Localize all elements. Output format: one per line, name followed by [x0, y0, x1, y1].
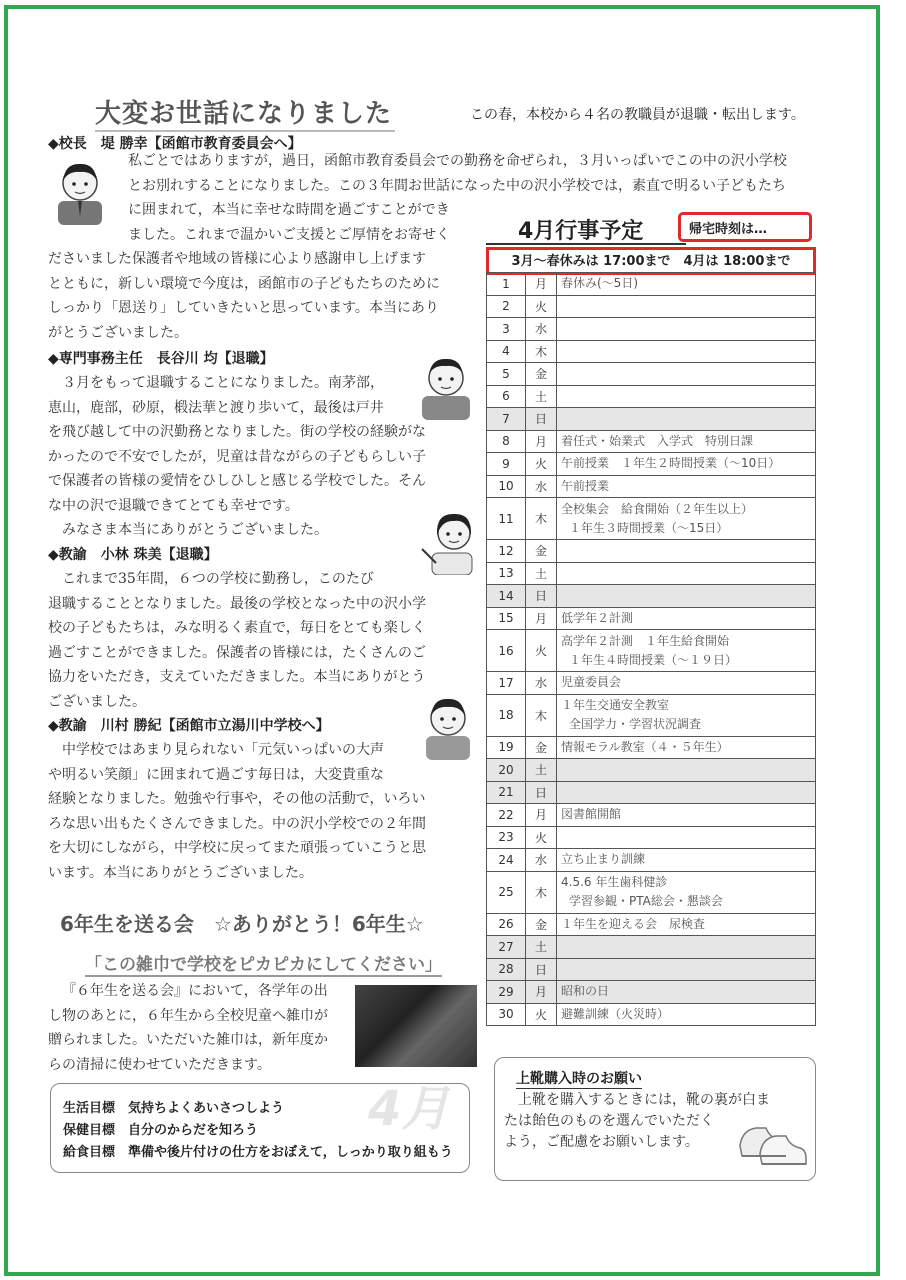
schedule-row — [487, 849, 816, 872]
schedule-date: 11 — [487, 498, 526, 540]
text-line: 中学校ではあまり見られない「元気いっぱいの大声 — [62, 742, 384, 758]
schedule-events — [557, 295, 816, 318]
schedule-date: 25 — [487, 871, 526, 913]
schedule-weekday: 木 — [526, 498, 557, 540]
schedule-row — [487, 540, 816, 563]
schedule-row — [487, 385, 816, 408]
schedule-date: 12 — [487, 540, 526, 563]
text-line: らの清掃に使わせていただきます。 — [48, 1056, 271, 1073]
schedule-events — [557, 340, 816, 363]
text-line: 私ごとではありますが，過日，函館市教育委員会での勤務を命ぜられ，３月いっぱいでこの中の沢小学校 — [128, 153, 787, 169]
text-line: な中の沢で退職できてとても幸せです。 — [48, 497, 299, 514]
text-line: 協力をいただき，支えていただきました。本当にありがとう — [48, 669, 426, 685]
schedule-events — [557, 781, 816, 804]
schedule-events — [557, 913, 816, 936]
schedule-row — [487, 958, 816, 981]
schedule-events — [557, 318, 816, 341]
schedule-event: 避難訓練（火災時） — [561, 1006, 670, 1021]
schedule-date: 26 — [487, 913, 526, 936]
send-off-subtitle: 「この雑巾で学校をピカピカにしてください」 — [85, 950, 442, 977]
schedule-weekday: 木 — [526, 694, 557, 736]
schedule-date: 8 — [487, 430, 526, 453]
monthly-goals — [50, 1083, 470, 1173]
schedule-weekday: 日 — [526, 958, 557, 981]
schedule-weekday: 水 — [526, 672, 557, 695]
schedule-events — [557, 849, 816, 872]
schedule-weekday: 月 — [526, 273, 557, 296]
text-line: 『６年生を送る会』において，各学年の出 — [62, 983, 328, 999]
text-line: みなさま本当にありがとうございました。 — [62, 522, 328, 538]
schedule-weekday: 月 — [526, 981, 557, 1004]
text-line: 経験となりました。勉強や行事や，その他の活動で，いろい — [48, 791, 426, 807]
text-line: たは飴色のものを選んでいただく — [504, 1113, 714, 1129]
schedule-date: 22 — [487, 804, 526, 827]
schedule-event: １年生交通安全教室 — [561, 698, 670, 712]
shoes-icon — [736, 1116, 812, 1168]
schedule-weekday: 金 — [526, 913, 557, 936]
schedule-weekday: 日 — [526, 585, 557, 608]
schedule-weekday: 金 — [526, 540, 557, 563]
health-goal: 保健目標 自分のからだを知ろう — [63, 1123, 259, 1138]
schedule-event: １年生３時間授業（～15日） — [569, 520, 729, 535]
schedule-row — [487, 936, 816, 959]
schedule-date: 21 — [487, 781, 526, 804]
schedule-events — [557, 475, 816, 498]
schedule-row — [487, 759, 816, 782]
schedule-date: 18 — [487, 694, 526, 736]
text-line: し物のあとに，６年生から全校児童へ雑巾が — [48, 1007, 328, 1024]
schedule-weekday: 土 — [526, 562, 557, 585]
schedule-date: 20 — [487, 759, 526, 782]
schedule-weekday: 金 — [526, 363, 557, 386]
schedule-event: 学習参観・PTA総会・懇談会 — [569, 894, 723, 908]
text-line: とお別れすることになりました。この３年間お世話になった中の沢小学校では，素直で明るい子どもたち — [128, 177, 786, 194]
schedule-events — [557, 736, 816, 759]
month-watermark: 4月 — [368, 1081, 450, 1137]
schedule-row — [487, 273, 816, 296]
schedule-date: 16 — [487, 630, 526, 672]
schedule-events — [557, 804, 816, 827]
schedule-row — [487, 630, 816, 672]
farewell-title: 大変お世話になりました — [95, 93, 395, 132]
schedule-weekday: 土 — [526, 936, 557, 959]
schedule-row — [487, 408, 816, 431]
schedule-events — [557, 958, 816, 981]
schedule-event: 4.5.6 年生歯科健診 — [561, 875, 668, 889]
text-line: しっかり「恩送り」していきたいと思っています。本当にあり — [48, 300, 439, 316]
schedule-events — [557, 585, 816, 608]
schedule-row — [487, 475, 816, 498]
schedule-row — [487, 340, 816, 363]
schedule-weekday: 日 — [526, 408, 557, 431]
schedule-event: 児童委員会 — [561, 675, 622, 690]
schedule-event: 春休み(～5日) — [561, 276, 638, 291]
schedule-event: 立ち止まり訓練 — [561, 852, 646, 867]
schedule-date: 7 — [487, 408, 526, 431]
schedule-date: 15 — [487, 607, 526, 630]
schedule-row — [487, 295, 816, 318]
schedule-event: 全国学力・学習状況調査 — [569, 717, 702, 731]
return-time-values: 3月～春休みは 17:00まで 4月は 18:00まで — [486, 247, 816, 275]
schedule-weekday: 月 — [526, 804, 557, 827]
schedule-table — [486, 272, 816, 1026]
schedule-events — [557, 498, 816, 540]
text-line: ３月をもって退職することになりました。南茅部， — [62, 375, 384, 391]
text-line: 贈られました。いただいた雑巾は，新年度か — [48, 1032, 328, 1048]
schedule-weekday: 土 — [526, 385, 557, 408]
text-line: 退職することとなりました。最後の学校となった中の沢小学 — [48, 595, 426, 612]
schedule-date: 9 — [487, 453, 526, 476]
schedule-events — [557, 273, 816, 296]
schedule-row — [487, 453, 816, 476]
schedule-event: 昭和の日 — [561, 984, 610, 999]
schedule-events — [557, 672, 816, 695]
schedule-events — [557, 430, 816, 453]
text-line: で保護者の皆様の愛情をひしひしと感じる学校でした。そん — [48, 473, 426, 489]
text-line: ました。これまで温かいご支援とご厚情をお寄せく — [128, 226, 450, 243]
text-line: 校の子どもたちは，みな明るく素直で，毎日をとても楽しく — [48, 620, 426, 636]
schedule-title-underline — [486, 243, 686, 245]
schedule-row — [487, 694, 816, 736]
schedule-events — [557, 408, 816, 431]
schedule-row — [487, 981, 816, 1004]
schedule-events — [557, 981, 816, 1004]
schedule-events — [557, 759, 816, 782]
text-line: ださいました保護者や地域の皆様に心より感謝申し上げます — [48, 251, 426, 267]
schedule-weekday: 金 — [526, 736, 557, 759]
text-line: ろな思い出もたくさんできました。中の沢小学校での２年間 — [48, 815, 426, 832]
schedule-events — [557, 562, 816, 585]
kobayashi-illustration — [420, 505, 484, 575]
schedule-row — [487, 430, 816, 453]
schedule-events — [557, 630, 816, 672]
schedule-events — [557, 936, 816, 959]
text-line: 恵山，鹿部，砂原，椴法華と渡り歩いて，最後は戸井 — [48, 399, 384, 416]
shoes-notice-title: 上靴購入時のお願い — [516, 1068, 642, 1089]
schedule-date: 5 — [487, 363, 526, 386]
staff-heading-kobayashi: ◆教諭 小林 珠美【退職】 — [48, 547, 218, 563]
schedule-weekday: 火 — [526, 630, 557, 672]
schedule-events — [557, 826, 816, 849]
schedule-date: 14 — [487, 585, 526, 608]
schedule-events — [557, 385, 816, 408]
hasegawa-message — [48, 371, 426, 543]
schedule-date: 10 — [487, 475, 526, 498]
schedule-row — [487, 781, 816, 804]
schedule-weekday: 月 — [526, 607, 557, 630]
schedule-row — [487, 871, 816, 913]
schedule-events — [557, 540, 816, 563]
schedule-date: 1 — [487, 273, 526, 296]
schedule-date: 4 — [487, 340, 526, 363]
kobayashi-message — [48, 567, 426, 714]
schedule-date: 23 — [487, 826, 526, 849]
schedule-row — [487, 672, 816, 695]
schedule-date: 6 — [487, 385, 526, 408]
schedule-weekday: 火 — [526, 1003, 557, 1026]
principal-message-bottom — [48, 247, 440, 345]
schedule-row — [487, 607, 816, 630]
schedule-events — [557, 363, 816, 386]
schedule-date: 29 — [487, 981, 526, 1004]
schedule-date: 30 — [487, 1003, 526, 1026]
schedule-date: 19 — [487, 736, 526, 759]
send-off-title: 6年生を送る会 ☆ありがとう！6年生☆ — [60, 912, 424, 936]
life-goal: 生活目標 気持ちよくあいさつしよう — [63, 1101, 285, 1116]
schedule-event: 午前授業 — [561, 478, 610, 493]
schedule-event: 高学年２計測 １年生給食開始 — [561, 633, 730, 648]
staff-heading-kawamura: ◆教諭 川村 勝紀【函館市立湯川中学校へ】 — [48, 718, 330, 734]
shoes-notice-text — [504, 1090, 770, 1153]
schedule-weekday: 木 — [526, 340, 557, 363]
schedule-events — [557, 871, 816, 913]
schedule-weekday: 木 — [526, 871, 557, 913]
schedule-events — [557, 694, 816, 736]
text-line: がとうございました。 — [48, 324, 188, 341]
kawamura-message — [48, 738, 426, 885]
principal-illustration — [48, 155, 112, 225]
schedule-date: 17 — [487, 672, 526, 695]
text-line: ございました。 — [48, 693, 146, 710]
schedule-date: 28 — [487, 958, 526, 981]
schedule-row — [487, 498, 816, 540]
text-line: これまで35年間，６つの学校に勤務し，このたび — [62, 571, 374, 587]
schedule-weekday: 火 — [526, 453, 557, 476]
schedule-weekday: 火 — [526, 826, 557, 849]
schedule-event: １年生４時間授業（～１９日） — [569, 652, 738, 667]
staff-heading-hasegawa: ◆専門事務主任 長谷川 均【退職】 — [48, 351, 274, 367]
schedule-row — [487, 913, 816, 936]
schedule-row — [487, 562, 816, 585]
schedule-date: 2 — [487, 295, 526, 318]
schedule-row — [487, 826, 816, 849]
schedule-row — [487, 736, 816, 759]
return-time-label: 帰宅時刻は… — [678, 212, 812, 242]
text-line: とともに，新しい環境で今度は，函館市の子どもたちのために — [48, 275, 440, 292]
schedule-events — [557, 607, 816, 630]
text-line: います。本当にありがとうございました。 — [48, 864, 313, 881]
schedule-weekday: 水 — [526, 318, 557, 341]
schedule-date: 3 — [487, 318, 526, 341]
schedule-events — [557, 1003, 816, 1026]
schedule-weekday: 水 — [526, 849, 557, 872]
schedule-date: 13 — [487, 562, 526, 585]
schedule-row — [487, 585, 816, 608]
schedule-date: 27 — [487, 936, 526, 959]
schedule-event: 着任式・始業式 入学式 特別日課 — [561, 433, 754, 448]
schedule-row — [487, 363, 816, 386]
schedule-weekday: 土 — [526, 759, 557, 782]
schedule-row — [487, 318, 816, 341]
schedule-event: 図書館開館 — [561, 807, 622, 822]
staff-heading-principal: ◆校長 堤 勝幸【函館市教育委員会へ】 — [48, 136, 302, 152]
text-line: 過ごすことができました。保護者の皆様には，たくさんのご — [48, 644, 426, 661]
schedule-title: 4月行事予定 — [518, 219, 644, 244]
schedule-weekday: 月 — [526, 430, 557, 453]
schedule-event: 全校集会 給食開始（２年生以上） — [561, 501, 754, 516]
schedule-row — [487, 1003, 816, 1026]
text-line: を大切にしながら，中学校に戻ってまた頑張っていこうと思 — [48, 840, 426, 856]
text-line: や明るい笑顔」に囲まれて過ごす毎日は，大変貴重な — [48, 766, 384, 783]
text-line: に囲まれて，本当に幸せな時間を過ごすことができ — [128, 202, 450, 218]
lunch-goal: 給食目標 準備や後片付けの仕方をおぼえて，しっかり取り組もう — [63, 1145, 453, 1160]
schedule-event: １年生を迎える会 尿検査 — [561, 916, 706, 931]
send-off-text — [48, 979, 328, 1077]
schedule-date: 24 — [487, 849, 526, 872]
text-line: 上靴を購入するときには，靴の裏が白ま — [518, 1092, 770, 1108]
towel-photo — [355, 985, 477, 1067]
farewell-intro: この春，本校から４名の教職員が退職・転出します。 — [470, 107, 805, 123]
schedule-event: 午前授業 １年生２時間授業（～10日） — [561, 456, 781, 471]
schedule-event: 低学年２計測 — [561, 610, 634, 625]
schedule-weekday: 火 — [526, 295, 557, 318]
schedule-weekday: 日 — [526, 781, 557, 804]
schedule-events — [557, 453, 816, 476]
schedule-event: 情報モラル教室（４・５年生） — [561, 739, 729, 754]
schedule-row — [487, 804, 816, 827]
text-line: よう，ご配慮をお願いします。 — [504, 1134, 699, 1150]
schedule-weekday: 水 — [526, 475, 557, 498]
text-line: かったので不安でしたが，児童は昔ながらの子どもらしい子 — [48, 448, 426, 465]
text-line: を飛び越して中の沢勤務となりました。街の学校の経験がな — [48, 424, 426, 440]
